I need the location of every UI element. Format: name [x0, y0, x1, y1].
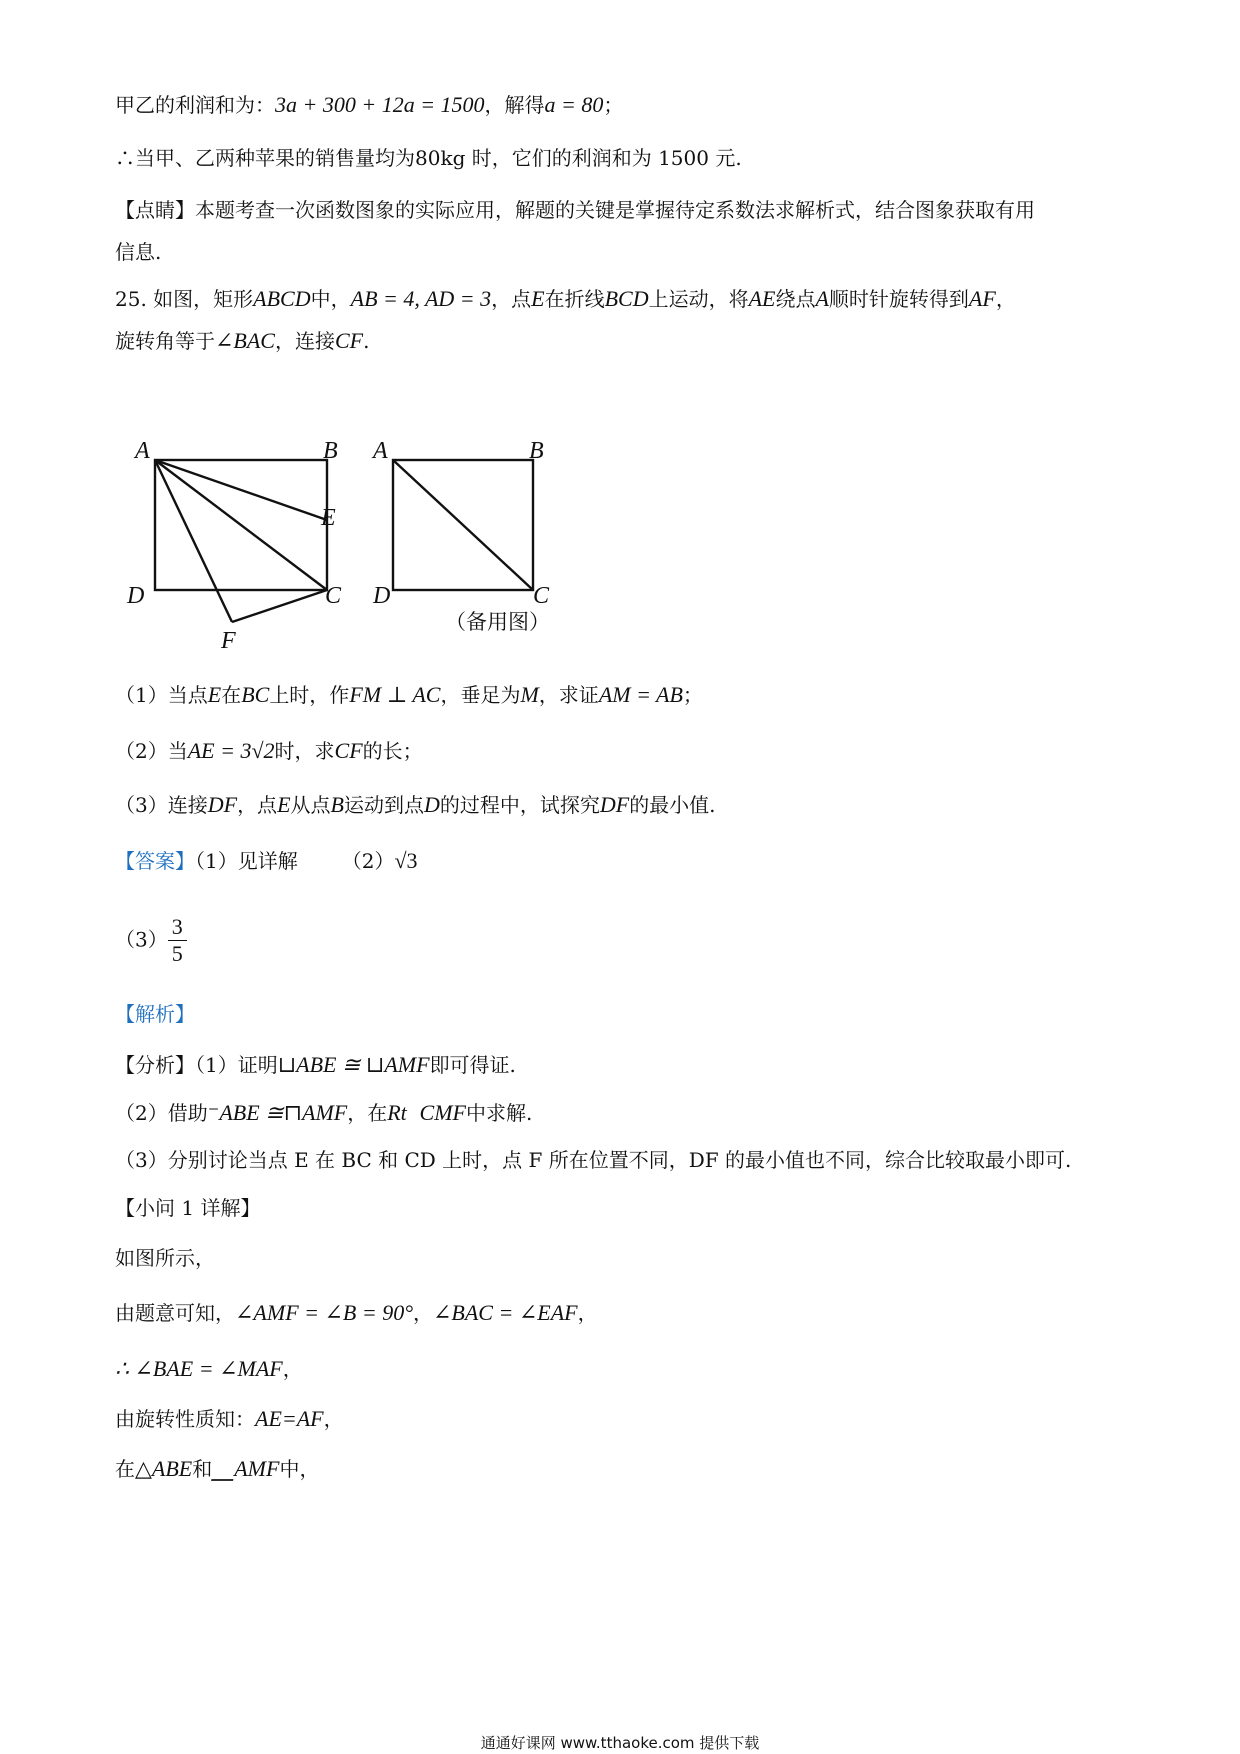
answer-line: 【答案】（1）见详解 （2）√3: [115, 848, 418, 873]
figure-spare: [393, 460, 533, 590]
fig1-label-e: E: [321, 505, 336, 531]
fig2-label-d: D: [373, 583, 391, 609]
fig1-label-c: C: [325, 583, 342, 609]
segment-af: [155, 460, 232, 622]
problem-statement-line-1: 25. 如图，矩形ABCD中，AB = 4, AD = 3，点E在折线BCD上运动，将AE绕点A顺时针旋转得到AF，: [115, 286, 1016, 311]
fig1-label-d: D: [127, 583, 145, 609]
answer-3-line: （3） $\frac{3}{5}$: [115, 914, 187, 968]
analysis-step-3: （3）分别讨论当点 E 在 BC 和 CD 上时，点 F 所在位置不同，DF 的最小值也不同，综合比较取最小即可.: [115, 1148, 1072, 1172]
analysis-tag: 【解析】: [115, 1002, 195, 1026]
comment-line-1: 【点睛】本题考查一次函数图象的实际应用，解题的关键是掌握待定系数法求解析式，结合图象获取有用: [115, 198, 1035, 222]
answer-2-value: √3: [394, 848, 418, 873]
segment-fc: [232, 590, 327, 622]
question-2: （2）当AE = 3√2时，求CF的长；: [115, 738, 423, 763]
detail-line-3: ∴ ∠BAE = ∠MAF，: [115, 1356, 303, 1381]
geometry-figures: [115, 430, 635, 650]
analysis-step-2: （2）借助⁻ABE ≅⊓AMF，在Rt CMF中求解.: [115, 1100, 533, 1125]
detail-line-5: 在△ABE和⎽AMF中，: [115, 1456, 320, 1481]
profit-equation: 3a + 300 + 12a = 1500: [275, 92, 485, 117]
answer-3-fraction: $\frac{3}{5}$: [168, 914, 187, 968]
analysis-overview: 【分析】（1）证明⊔ABE ≅ ⊔AMF即可得证.: [115, 1052, 516, 1077]
fig2-label-a: A: [373, 438, 388, 464]
spare-figure-caption: （备用图）: [445, 610, 550, 634]
segment-ae: [155, 460, 327, 520]
comment-line-2: 信息.: [115, 240, 162, 264]
segment-ac-spare: [393, 460, 533, 590]
fig1-label-a: A: [135, 438, 150, 464]
profit-solution: a = 80: [544, 92, 604, 117]
question-1: （1）当点E在BC上时，作FM ⊥ AC，垂足为M，求证AM = AB；: [115, 682, 703, 707]
page-footer: 通通好课网 www.tthaoke.com 提供下载: [480, 1734, 760, 1752]
fig2-label-b: B: [529, 438, 544, 464]
question-3: （3）连接DF，点E从点B运动到点D的过程中，试探究DF的最小值.: [115, 792, 716, 817]
fig2-label-c: C: [533, 583, 550, 609]
solution-line-profit: 甲乙的利润和为：3a + 300 + 12a = 1500，解得a = 80；: [115, 92, 624, 117]
problem-statement-line-2: 旋转角等于∠BAC，连接CF.: [115, 328, 370, 353]
segment-ac: [155, 460, 327, 590]
fig1-label-f: F: [221, 628, 236, 650]
solution-conclusion: ∴当甲、乙两种苹果的销售量均为80kg 时，它们的利润和为 1500 元.: [115, 146, 742, 170]
answer-tag: 【答案】: [115, 849, 195, 873]
detail-line-2: 由题意可知，∠AMF = ∠B = 90°，∠BAC = ∠EAF，: [115, 1300, 598, 1325]
detail-line-1: 如图所示，: [115, 1246, 215, 1270]
detail-line-4: 由旋转性质知：AE=AF，: [115, 1406, 344, 1431]
fig1-label-b: B: [323, 438, 338, 464]
figure-main: [155, 460, 327, 622]
subquestion-1-heading: 【小问 1 详解】: [115, 1196, 261, 1220]
